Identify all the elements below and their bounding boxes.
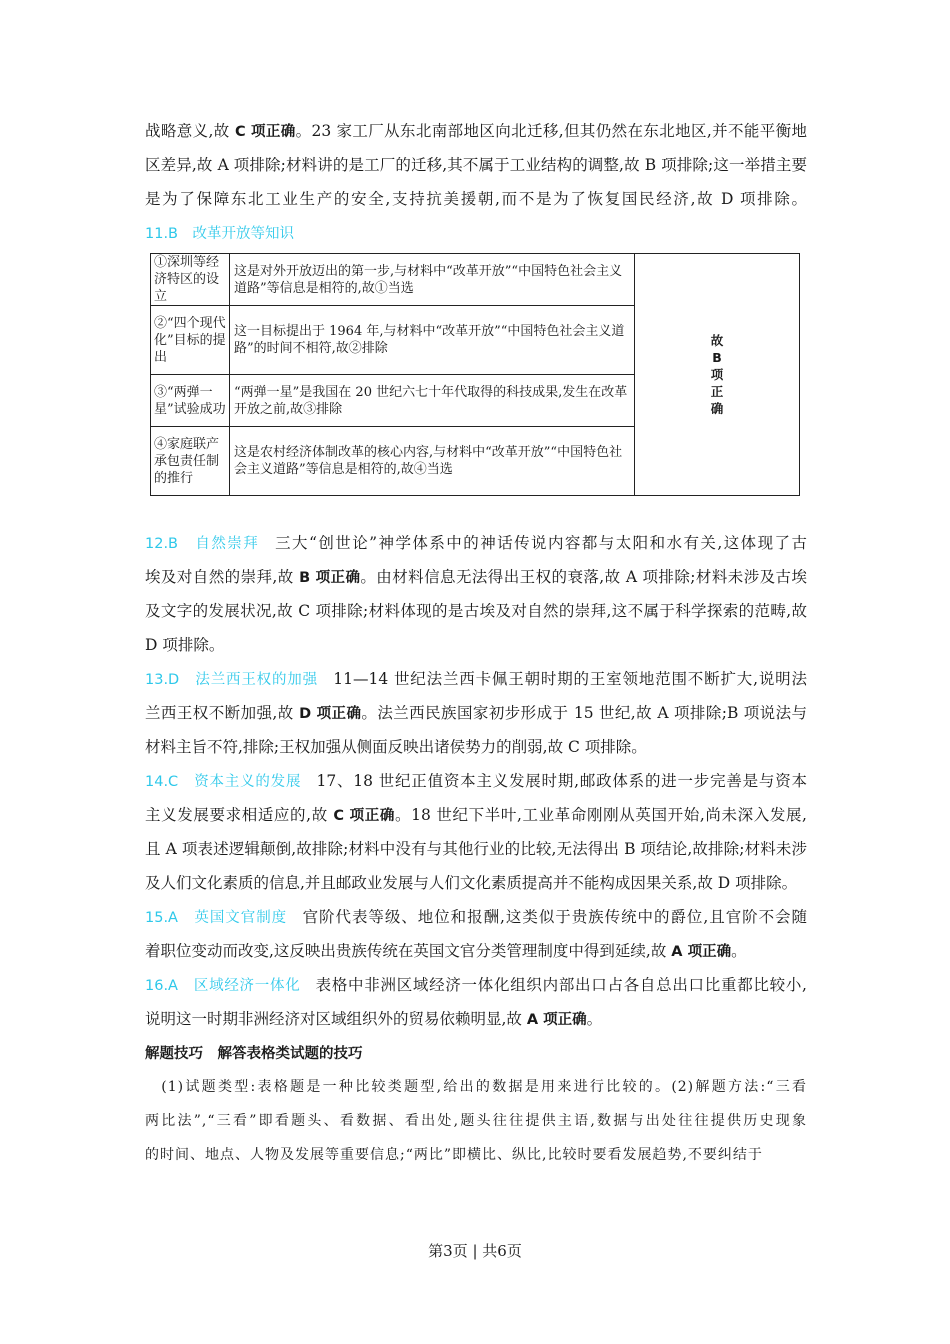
text-line: [145, 1070, 807, 1104]
bold-text: B 项正确: [299, 570, 361, 586]
text-line: [145, 594, 807, 628]
text-line: [145, 764, 807, 798]
paragraph-q15: [145, 900, 807, 968]
table-conclusion: [635, 254, 800, 496]
text-line: [145, 866, 807, 900]
paragraph-q16: [145, 968, 807, 1036]
bold-text: C 项正确: [234, 124, 296, 140]
text: 及文字的发展状况,故 C 项排除;材料体现的是古埃及对自然的崇拜,这不属于科学探索的范畴,故: [145, 602, 807, 620]
paragraph-q10-cont: [145, 114, 807, 250]
text-line: [145, 662, 807, 696]
text: 战略意义,故: [145, 122, 235, 140]
paragraph-tip: [145, 1070, 807, 1172]
text: 。: [731, 942, 747, 960]
text-line: [145, 1036, 807, 1070]
table-item: ③“两弹一星”试验成功: [151, 375, 230, 427]
bold-text: 解题技巧 解答表格类试题的技巧: [145, 1046, 363, 1062]
text-line: [145, 148, 807, 182]
table-analysis: 这一目标提出于 1964 年,与材料中“改革开放”“中国特色社会主义道路”的时间不相符,故②排除: [230, 306, 635, 375]
text: 着职位变动而改变,这反映出贵族传统在英国文官分类管理制度中得到延续,故: [145, 942, 672, 960]
table-analysis: 这是农村经济体制改革的核心内容,与材料中“改革开放”“中国特色社会主义道路”等信息是相符的,故④当选: [230, 427, 635, 496]
text-line: [145, 526, 807, 560]
table-analysis: “两弹一星”是我国在 20 世纪六七十年代取得的科技成果,发生在改革开放之前,故③排除: [230, 375, 635, 427]
bold-text: A 项正确: [671, 944, 732, 960]
table-item: ①深圳等经济特区的设立: [151, 254, 230, 306]
text-line: [145, 696, 807, 730]
answer-label: 12.B 自然崇拜: [145, 536, 276, 552]
text: 17、18 世纪正值资本主义发展时期,邮政体系的进一步完善是与资本: [316, 772, 807, 790]
answer-label: 15.A 英国文官制度: [145, 910, 303, 926]
text: 。法兰西民族国家初步形成于 15 世纪,故 A 项排除;B 项说法与: [361, 704, 807, 722]
text: 埃及对自然的崇拜,故: [145, 568, 300, 586]
text-line: [145, 1002, 807, 1036]
answer-label: 11.B 改革开放等知识: [145, 226, 295, 242]
table-item: ④家庭联产承包责任制的推行: [151, 427, 230, 496]
page-footer: 第3页 | 共6页: [428, 1242, 522, 1260]
text: 说明这一时期非洲经济对区域组织外的贸易依赖明显,故: [145, 1010, 527, 1028]
text: 。: [586, 1010, 603, 1028]
bold-text: D 项正确: [299, 706, 362, 722]
text: D 项排除。: [145, 636, 225, 654]
text: (1)试题类型:表格题是一种比较类题型,给出的数据是用来进行比较的。(2)解题方法:“三看: [145, 1079, 807, 1095]
text-line: [145, 1138, 807, 1172]
text-line: [145, 934, 807, 968]
table-item: ②“四个现代化”目标的提出: [151, 306, 230, 375]
text: 。23 家工厂从东北南部地区向北迁移,但其仍然在东北地区,并不能平衡地: [295, 122, 807, 140]
text-line: [145, 628, 807, 662]
bold-text: A 项正确: [526, 1012, 587, 1028]
paragraph-tip-heading: [145, 1036, 807, 1070]
text-line: [145, 798, 807, 832]
paragraph-q13: [145, 662, 807, 764]
text: 11—14 世纪法兰西卡佩王朝时期的王室领地范围不断扩大,说明法: [333, 670, 807, 688]
text: 区差异,故 A 项排除;材料讲的是工厂的迁移,其不属于工业结构的调整,故 B 项排除;这一举措主要: [145, 156, 807, 174]
text-line: [145, 182, 807, 216]
text: 是为了保障东北工业生产的安全,支持抗美援朝,而不是为了恢复国民经济,故 D 项排除。: [145, 190, 807, 208]
text: 官阶代表等级、地位和报酬,这类似于贵族传统中的爵位,且官阶不会随: [302, 908, 807, 926]
text: 主义发展要求相适应的,故: [145, 806, 334, 824]
text-line: [145, 900, 807, 934]
text: 表格中非洲区域经济一体化组织内部出口占各自总出口比重都比较小,: [315, 976, 807, 994]
text-line: [145, 1104, 807, 1138]
text: 及人们文化素质的信息,并且邮政业发展与人们文化素质提高并不能构成因果关系,故 D 项排除。: [145, 874, 798, 892]
text-line: [145, 560, 807, 594]
text: 材料主旨不符,排除;王权加强从侧面反映出诸侯势力的削弱,故 C 项排除。: [145, 738, 647, 756]
text: 三大“创世论”神学体系中的神话传说内容都与太阳和水有关,这体现了古: [275, 534, 807, 552]
text-line: [145, 968, 807, 1002]
text-line: [145, 114, 807, 148]
text: 且 A 项表述逻辑颠倒,故排除;材料中没有与其他行业的比较,无法得出 B 项结论,故排除;材料未涉: [145, 840, 807, 858]
table-analysis: 这是对外开放迈出的第一步,与材料中“改革开放”“中国特色社会主义道路”等信息是相符的,故①当选: [230, 254, 635, 306]
analysis-table: [150, 253, 800, 496]
paragraph-q14: [145, 764, 807, 900]
text: 两比法”,“三看”即看题头、看数据、看出处,题头往往提供主语,数据与出处往往提供历史现象: [145, 1113, 807, 1129]
table-row: [151, 254, 800, 306]
text: 。由材料信息无法得出王权的衰落,故 A 项排除;材料未涉及古埃: [360, 568, 807, 586]
conclusion-text: 故B项正确: [710, 333, 724, 416]
answer-label: 13.D 法兰西王权的加强: [145, 672, 334, 688]
text: 。18 世纪下半叶,工业革命刚刚从英国开始,尚未深入发展,: [395, 806, 807, 824]
answer-label: 14.C 资本主义的发展: [145, 774, 317, 790]
answer-label: 16.A 区域经济一体化: [145, 978, 316, 994]
bold-text: C 项正确: [333, 808, 396, 824]
text-line: [145, 730, 807, 764]
text: 兰西王权不断加强,故: [145, 704, 300, 722]
text-line: [145, 216, 807, 250]
text-line: [145, 832, 807, 866]
text: 的时间、地点、人物及发展等重要信息;“两比”即横比、纵比,比较时要看发展趋势,不要纠结于: [145, 1147, 763, 1163]
paragraph-q12: [145, 526, 807, 662]
